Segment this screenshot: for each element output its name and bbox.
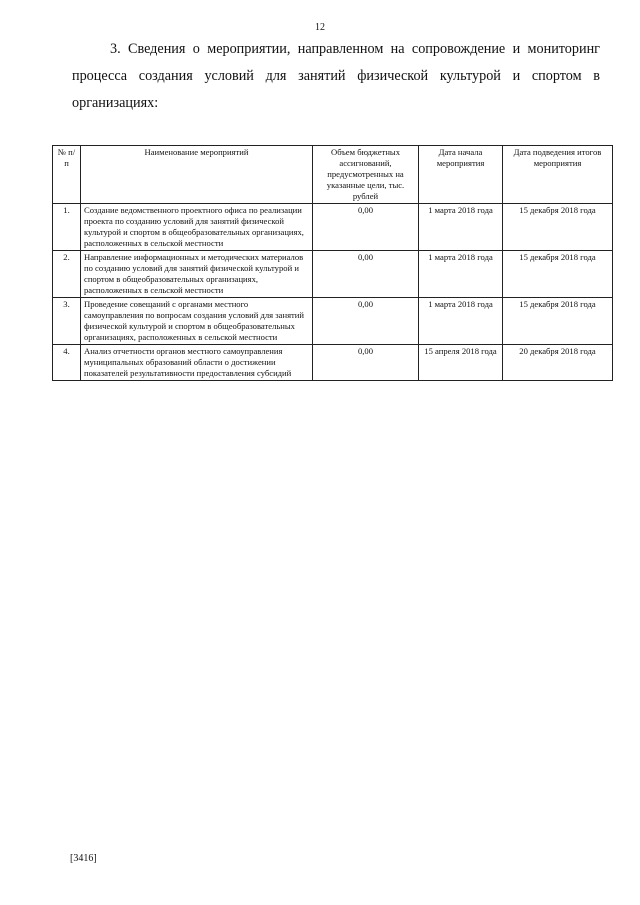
row-budget: 0,00: [313, 345, 419, 381]
row-end-date: 15 декабря 2018 года: [503, 251, 613, 298]
row-end-date: 20 декабря 2018 года: [503, 345, 613, 381]
row-start-date: 1 марта 2018 года: [419, 298, 503, 345]
row-budget: 0,00: [313, 298, 419, 345]
table-row: [53, 345, 613, 381]
header-num: № п/п: [53, 146, 81, 204]
row-num: 4.: [53, 345, 81, 381]
row-end-date: 15 декабря 2018 года: [503, 204, 613, 251]
row-start-date: 15 апреля 2018 года: [419, 345, 503, 381]
row-num: 1.: [53, 204, 81, 251]
row-name: Анализ отчетности органов местного самоуправления муниципальных образований области о достижении показателей результативности предоставления субсидий: [81, 345, 313, 381]
table-row: [53, 298, 613, 345]
header-name: Наименование мероприятий: [81, 146, 313, 204]
row-budget: 0,00: [313, 251, 419, 298]
row-start-date: 1 марта 2018 года: [419, 204, 503, 251]
row-start-date: 1 марта 2018 года: [419, 251, 503, 298]
table-row: [53, 204, 613, 251]
row-num: 2.: [53, 251, 81, 298]
header-budget: Объем бюджетных ассигнований, предусмотренных на указанные цели, тыс. рублей: [313, 146, 419, 204]
row-budget: 0,00: [313, 204, 419, 251]
table-row: [53, 251, 613, 298]
row-name: Направление информационных и методических материалов по созданию условий для занятий физической культурой и спортом в общеобразовательных организациях, расположенных в сельской местности: [81, 251, 313, 298]
table-header-row: [53, 146, 613, 204]
row-name: Создание ведомственного проектного офиса по реализации проекта по созданию условий для занятий физической культурой и спортом в общеобразовательных организациях, расположенных в сельской местности: [81, 204, 313, 251]
page-number: 12: [315, 22, 325, 33]
row-end-date: 15 декабря 2018 года: [503, 298, 613, 345]
section-heading: 3. Сведения о мероприятии, направленном на сопровождение и мониторинг процесса создания условий для занятий физической культурой и спортом в организациях:: [72, 41, 600, 111]
header-start-date: Дата начала мероприятия: [419, 146, 503, 204]
header-end-date: Дата подведения итогов мероприятия: [503, 146, 613, 204]
events-table: [52, 145, 613, 381]
row-name: Проведение совещаний с органами местного самоуправления по вопросам создания условий для занятий физической культурой и спортом в общеобразовательных организациях, расположенных в сельской местности: [81, 298, 313, 345]
row-num: 3.: [53, 298, 81, 345]
document-code: [3416]: [70, 853, 97, 864]
